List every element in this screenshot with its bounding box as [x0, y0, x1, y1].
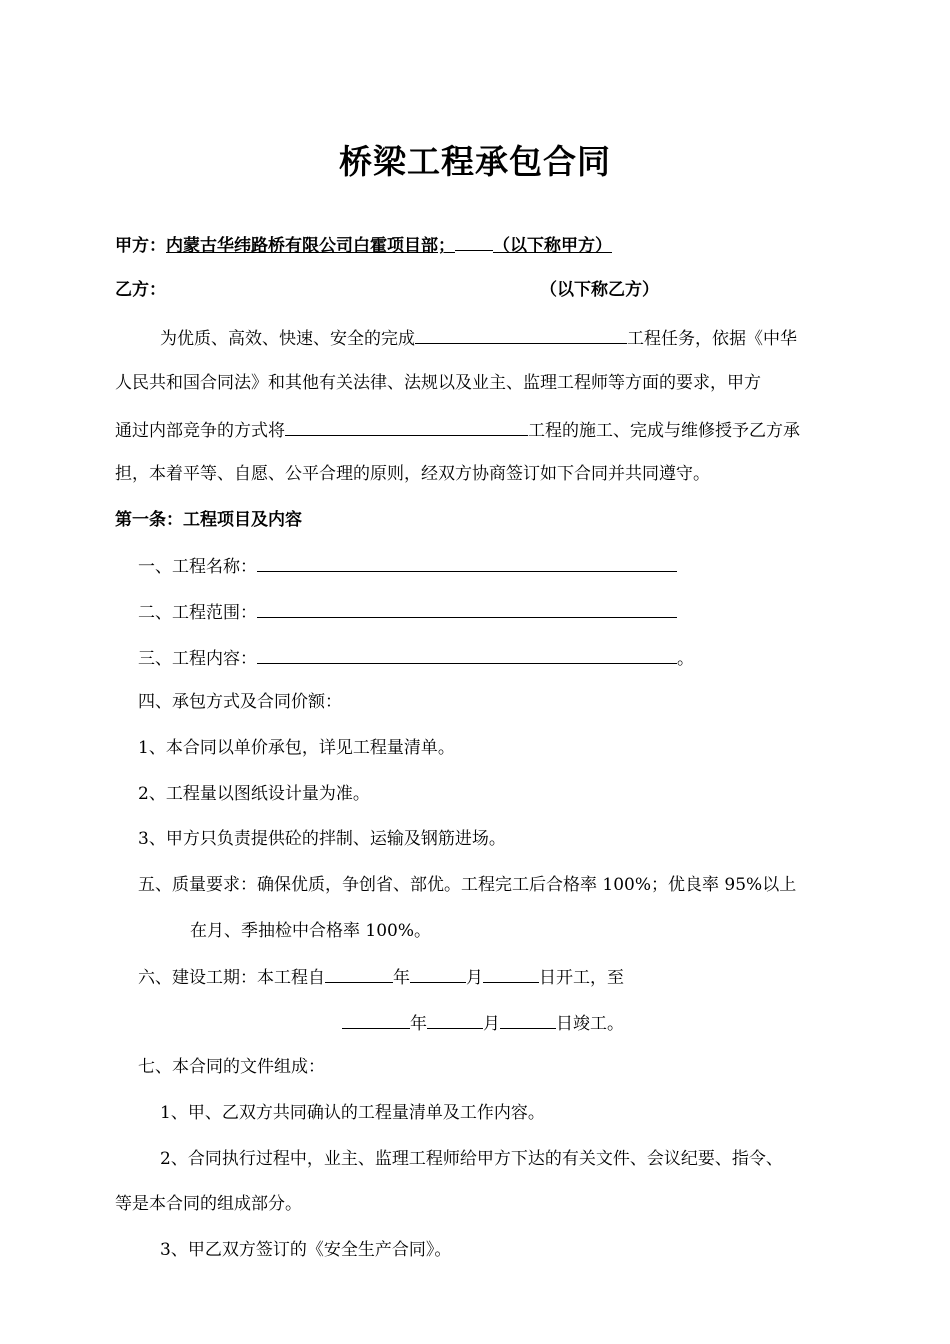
- item-project-scope-label: 二、工程范围：: [138, 603, 257, 623]
- end-day-label: 日竣工。: [556, 1014, 624, 1034]
- start-year-field: [325, 964, 393, 983]
- end-month-label: 月: [483, 1014, 500, 1034]
- item-project-name: [138, 553, 677, 579]
- party-a-name: 内蒙古华纬路桥有限公司白霍项目部；: [166, 236, 455, 256]
- end-day-field: [500, 1010, 556, 1029]
- project-scope-field: [257, 599, 677, 618]
- item-quantity-basis: 2、工程量以图纸设计量为准。: [138, 784, 370, 804]
- start-day-label: 日开工，至: [539, 968, 624, 988]
- item-quality-line-1: 五、质量要求：确保优质，争创省、部优。工程完工后合格率 100%；优良率 95%以上: [138, 875, 797, 895]
- page-title: 桥梁工程承包合同: [339, 142, 611, 181]
- item-contract-method: 四、承包方式及合同价额：: [138, 692, 342, 712]
- item-documents-2-line-2: 等是本合同的组成部分。: [115, 1194, 302, 1214]
- item-project-content-label: 三、工程内容：: [138, 649, 257, 669]
- intro-line-1: [160, 325, 797, 351]
- item-quality-line-2: 在月、季抽检中合格率 100%。: [190, 921, 432, 941]
- schedule-prefix: 六、建设工期：本工程自: [138, 968, 325, 988]
- intro-line-3: [115, 417, 800, 443]
- item-unit-price: 1、本合同以单价承包，详见工程量清单。: [138, 738, 455, 758]
- intro-line-2: 人民共和国合同法》和其他有关法律、法规以及业主、监理工程师等方面的要求，甲方: [115, 373, 761, 393]
- item-documents-2-line-1: 2、合同执行过程中，业主、监理工程师给甲方下达的有关文件、会议纪要、指令、: [160, 1149, 783, 1169]
- item-supply-scope: 3、甲方只负责提供砼的拌制、运输及钢筋进场。: [138, 829, 506, 849]
- project-content-field: [257, 645, 677, 664]
- intro-line-1-end: 工程任务，依据《中华: [627, 329, 797, 349]
- item-project-name-label: 一、工程名称：: [138, 557, 257, 577]
- start-month-field: [410, 964, 466, 983]
- start-year-label: 年: [393, 968, 410, 988]
- intro-line-4: 担，本着平等、自愿、公平合理的原则，经双方协商签订如下合同并共同遵守。: [115, 464, 710, 484]
- end-year-label: 年: [410, 1014, 427, 1034]
- project-task-blank: [415, 325, 627, 344]
- party-b-label: 乙方：: [115, 280, 166, 300]
- item-schedule-end: [342, 1010, 624, 1036]
- item-schedule-start: [138, 964, 624, 990]
- item-project-content: [138, 645, 694, 671]
- start-day-field: [483, 964, 539, 983]
- intro-line-3-end: 工程的施工、完成与维修授予乙方承: [528, 421, 800, 441]
- party-a-blank: [455, 232, 493, 251]
- intro-line-3-start: 通过内部竞争的方式将: [115, 421, 285, 441]
- item-documents-1: 1、甲、乙双方共同确认的工程量清单及工作内容。: [160, 1103, 545, 1123]
- project-name-field: [257, 553, 677, 572]
- party-a-suffix: （以下称甲方）: [493, 236, 612, 256]
- start-month-label: 月: [466, 968, 483, 988]
- item-documents-3: 3、甲乙双方签订的《安全生产合同》。: [160, 1240, 452, 1260]
- party-a-line: [115, 232, 612, 258]
- party-b-suffix: （以下称乙方）: [540, 280, 659, 300]
- article-1-heading: 第一条：工程项目及内容: [115, 510, 302, 530]
- end-year-field: [342, 1010, 410, 1029]
- end-month-field: [427, 1010, 483, 1029]
- item-project-content-end: 。: [677, 649, 694, 669]
- item-documents: 七、本合同的文件组成：: [138, 1057, 325, 1077]
- project-name-blank: [285, 417, 528, 436]
- item-project-scope: [138, 599, 677, 625]
- party-a-label: 甲方：: [115, 236, 166, 256]
- intro-line-1-start: 为优质、高效、快速、安全的完成: [160, 329, 415, 349]
